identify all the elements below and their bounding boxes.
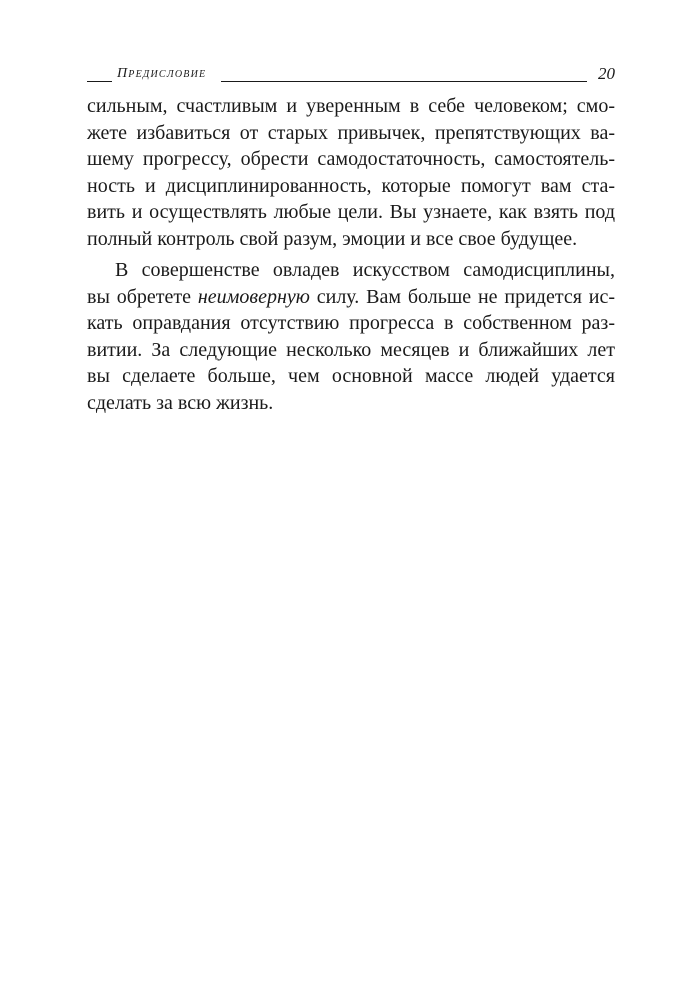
text-line: вы сделаете больше, чем основной массе людей удается (87, 365, 615, 387)
text-line: витии. За следующие несколько месяцев и ближайших лет (87, 338, 615, 361)
text-line: полный контроль свой разум, эмоции и все свое будущее. (87, 227, 578, 250)
running-header (87, 64, 615, 86)
text-line-mixed (87, 284, 615, 311)
text-line: сделать за всю жизнь. (87, 391, 274, 414)
header-lead-rule (87, 81, 112, 82)
text-line: ность и дисциплинированность, которые помогут вам ста- (87, 174, 615, 197)
emphasized-word: неимоверную (197, 285, 310, 308)
text-line: В совершенстве овладев искусством самодисциплины, (115, 259, 615, 281)
text-line: вить и осуществлять любые цели. Вы узнаете, как взять под (87, 201, 615, 223)
text-segment: силу. Вам больше не придется ис- (316, 285, 616, 308)
text-line: сильным, счастливым и уверенным в себе человеком; смо- (87, 95, 615, 117)
paragraph-1 (87, 93, 615, 252)
body-text (87, 93, 615, 421)
page-number: 20 (598, 64, 615, 83)
header-trail-rule (221, 81, 587, 82)
text-segment: вы обретете (87, 285, 192, 308)
paragraph-2 (87, 257, 615, 416)
text-line: жете избавиться от старых привычек, препятствующих ва- (87, 121, 615, 144)
section-title: Предисловие (117, 66, 207, 81)
text-line: кать оправдания отсутствию прогресса в собственном раз- (87, 312, 615, 334)
text-line: шему прогрессу, обрести самодостаточность, самостоятель- (87, 148, 615, 170)
